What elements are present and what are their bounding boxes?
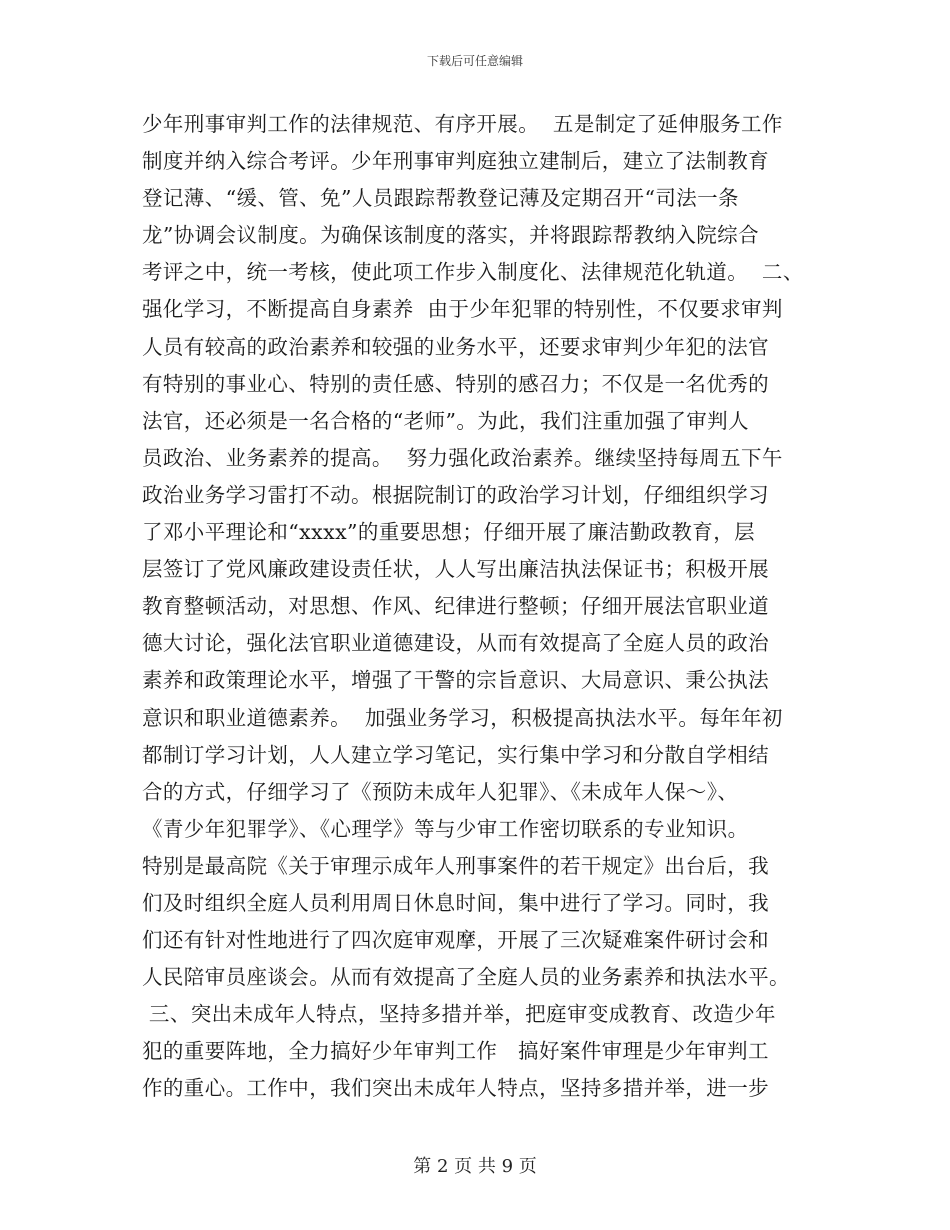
body-line: 犯的重要阵地，全力搞好少年审判工作 搞好案件审理是少年审判工	[142, 1039, 769, 1064]
body-line: 法官，还必须是一名合格的“老师”。为此，我们注重加强了审判人	[142, 408, 749, 433]
body-line: 龙”协调会议制度。为确保该制度的落实，并将跟踪帮教纳入院综合	[142, 223, 759, 248]
page-number-footer: 第 2 页 共 9 页	[413, 1156, 537, 1177]
page-header: 下载后可任意编辑	[426, 54, 523, 68]
document-body	[142, 106, 842, 1108]
body-line: 人员有较高的政治素养和较强的业务水平，还要求审判少年犯的法官	[142, 334, 769, 359]
body-line: 政治业务学习雷打不动。根据院制订的政治学习计划，仔细组织学习	[142, 482, 769, 507]
body-line: 特别是最高院《关于审理示成年人刑事案件的若干规定》出台后，我	[142, 853, 769, 878]
body-line: 作的重心。工作中，我们突出未成年人特点，坚持多措并举，进一步	[142, 1076, 769, 1101]
body-line: 们还有针对性地进行了四次庭审观摩，开展了三次疑难案件研讨会和	[142, 928, 769, 953]
body-line: 意识和职业道德素养。 加强业务学习，积极提高执法水平。每年年初	[142, 705, 783, 730]
body-line: 三、突出未成年人特点，坚持多措并举，把庭审变成教育、改造少年	[142, 1002, 776, 1027]
body-line: 制度并纳入综合考评。少年刑事审判庭独立建制后，建立了法制教育	[142, 149, 769, 174]
body-line: 们及时组织全庭人员利用周日休息时间，集中进行了学习。同时，我	[142, 890, 769, 915]
body-line: 教育整顿活动，对思想、作风、纪律进行整顿；仔细开展法官职业道	[142, 594, 769, 619]
body-line: 德大讨论，强化法官职业道德建设，从而有效提高了全庭人员的政治	[142, 631, 769, 656]
body-line: 层签订了党风廉政建设责任状，人人写出廉洁执法保证书；积极开展	[142, 557, 769, 582]
body-line: 少年刑事审判工作的法律规范、有序开展。 五是制定了延伸服务工作	[142, 112, 783, 136]
body-line: 合的方式，仔细学习了《预防未成年人犯罪》、《未成年人保～》、	[142, 779, 739, 804]
body-line: 都制订学习计划，人人建立学习笔记，实行集中学习和分散自学相结	[142, 742, 769, 767]
body-line: 考评之中，统一考核，使此项工作步入制度化、法律规范化轨道。 二、	[142, 260, 804, 285]
body-line: 员政治、业务素养的提高。 努力强化政治素养。继续坚持每周五下午	[142, 445, 783, 470]
body-line: 有特别的事业心、特别的责任感、特别的感召力；不仅是一名优秀的	[142, 371, 769, 396]
body-line: 了邓小平理论和“xxxx”的重要思想；仔细开展了廉洁勤政教育，层	[142, 520, 756, 545]
body-line: 《青少年犯罪学》、《心理学》等与少审工作密切联系的专业知识。	[142, 816, 749, 841]
body-line: 人民陪审员座谈会。从而有效提高了全庭人员的业务素养和执法水平。	[142, 965, 790, 990]
body-line: 素养和政策理论水平，增强了干警的宗旨意识、大局意识、秉公执法	[142, 668, 769, 693]
body-line: 登记薄、“缓、管、免”人员跟踪帮教登记薄及定期召开“司法一条	[142, 186, 739, 211]
body-line: 强化学习，不断提高自身素养 由于少年犯罪的特别性，不仅要求审判	[142, 297, 783, 322]
